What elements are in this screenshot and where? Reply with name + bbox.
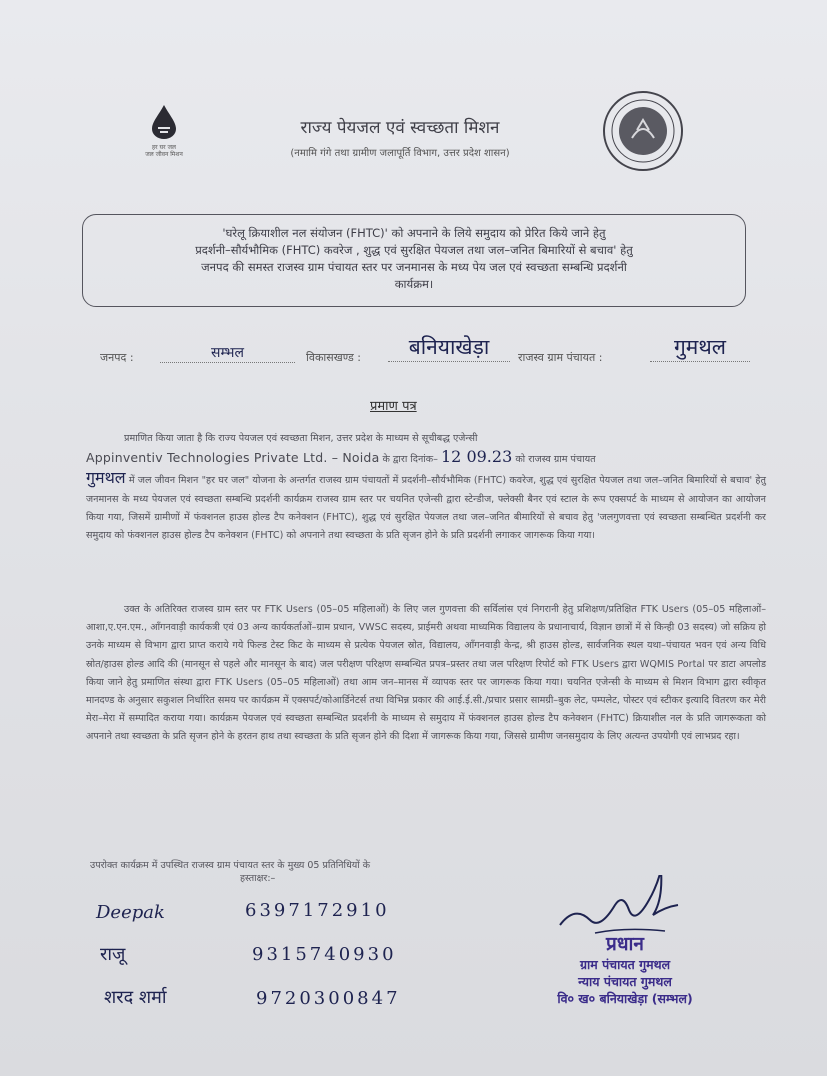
witness-intro bbox=[90, 858, 370, 884]
block-value: बनियाखेड़ा bbox=[388, 333, 510, 362]
har-ghar-jal-logo bbox=[138, 104, 190, 174]
department-subtitle: (नमामि गंगे तथा ग्रामीण जलापूर्ति विभाग, उत्तर प्रदेश शासन) bbox=[290, 148, 510, 159]
witness-name: Deepak bbox=[96, 902, 165, 923]
subject-box bbox=[82, 214, 746, 307]
panchayat-handwritten: गुमथल bbox=[86, 468, 126, 488]
pradhan-stamp bbox=[520, 930, 730, 1007]
stamp-title: प्रधान bbox=[606, 933, 644, 955]
witness-intro-line-2: हस्ताक्षर:– bbox=[240, 873, 276, 884]
stamp-line-2: न्याय पंचायत गुमथल bbox=[578, 974, 672, 989]
subject-line-1: 'घरेलू क्रियाशील नल संयोजन (FHTC)' को अपनाने के लिये समुदाय को प्रेरित किये जाने हेतु bbox=[222, 226, 606, 240]
witness-name: राजू bbox=[100, 944, 126, 965]
subject-line-2: प्रदर्शनी–सौर्यभौमिक (FHTC) कवरेज , शुद्ध एवं सुरक्षित पेयजल तथा जल–जनित बिमारियों से बचाव' हेतु bbox=[195, 243, 633, 257]
paragraph-2: उक्त के अतिरिक्त राजस्व ग्राम स्तर पर FTK Users (05–05 महिलाओं) के लिए जल गुणवत्ता की सर्विलांस एवं निगरानी हेतु प्रशिक्षण/प्रतिक्षित FTK Users (05–05 महिलाओं–आशा,ए.एन.एम., आँगनवाड़ी कार्यकत्री एवं 03 अन्य कार्यकर्ताओं–ग्राम प्रधान, VWSC सदस्य, प्राईमरी अथवा माध्यमिक विद्यालय के प्रधानाचार्य, विज्ञान छात्रों में से किन्ही 03 सदस्य) जो सक्रिय हो उनके माध्यम से विभाग द्वारा प्राप्त कराये गये फिल्ड टेस्ट किट के माध्यम से प्रत्येक पेयजल स्रोत, विद्यालय, आँगनवाड़ी केन्द्र, श्री हाउस होल्ड, सार्वजनिक स्थल यथा–पंचायत भवन एवं अन्य विधि स्रोत/हाउस होल्ड आदि की (मानसून से पहले और मानसून के बाद) जल परीक्षण परिक्षण सम्बन्धित प्रपत्र–प्रस्तर तथा जल परिक्षण रिपोर्ट को FTK Users द्वारा WQMIS Portal पर डाटा अपलोड किया जाने हेतु प्रमाणित संस्था द्वारा FTK Users (05–05 महिलाओं) तथा आम जन–मानस में व्यापक स्तर पर जागरूक किया गया। चयनित एजेन्सी के माध्यम से मिशन विभाग द्वारा स्वीकृत मानदण्ड के अनुसार सकुशल निर्धारित समय पर कार्यक्रम में एक्सपर्ट/कोआर्डिनेटर्स तथा विभिन्न प्रकार की आई.ई.सी./प्रचार प्रसार सामग्री–बुक लेट, पम्पलेट, पोस्टर एवं स्टीकर इत्यादि वितरण कर मेरी मेरा–मेरा में सम्पादित कराया गया। कार्यक्रम पेयजल एवं स्वच्छता सम्बन्धित प्रदर्शनी के माध्यम से समुदाय में फंक्शनल हाउस होल्ड टैप कनेक्शन (FHTC) क्रियाशील नल के प्रति जागरूकता को अपनाने तथा स्वच्छता के प्रति सृजन होने के हरतन हाथ तथा स्वच्छता के प्रति सृजन होने की दिशा में जागरूक किया गया, जिससे ग्रामीण जनसमुदाय के लिए अत्यन्त उपयोगी एवं लाभप्रद रहा। bbox=[86, 604, 766, 743]
water-drop-icon bbox=[148, 104, 180, 140]
seal-emblem-icon bbox=[602, 90, 684, 172]
event-date: 12 09.23 bbox=[441, 447, 513, 467]
district-value: सम्भल bbox=[160, 343, 295, 363]
paragraph-1-agency-line bbox=[86, 448, 766, 469]
paragraph-1-intro: प्रमाणित किया जाता है कि राज्य पेयजल एवं स्वच्छता मिशन, उत्तर प्रदेश के माध्यम से सूचीबद्ध एजेन्सी bbox=[124, 433, 478, 444]
panchayat-label-inline: को राजस्व ग्राम पंचायत bbox=[515, 454, 596, 466]
subject-line-3: जनपद की समस्त राजस्व ग्राम पंचायत स्तर पर जनमानस के मध्य पेय जल एवं स्वच्छता सम्बन्धि प्रदर्शनी bbox=[201, 260, 627, 274]
certificate-title: प्रमाण पत्र bbox=[370, 399, 417, 414]
block-label: विकासखण्ड : bbox=[306, 351, 362, 364]
paragraph-1-body: में जल जीवन मिशन "हर घर जल" योजना के अन्तर्गत राजस्व ग्राम पंचायतों में प्रदर्शनी–सौर्यभौमिक (FHTC) कवरेज, शुद्ध एवं सुरक्षित पेयजल तथा जल–जनित बिमारियों से बचाव' हेतु जनमानस के मध्य पेयजल एवं स्वच्छता सम्बन्धि प्रदर्शनी कार्यक्रम राजस्व ग्राम स्तर पर चयनित एजेन्सी द्वारा स्टेन्डीज, फ्लेक्सी बैनर एवं स्टाल के रूप एक्सपर्ट के माध्यम से आयोजन का आयोजन किया गया, जिसमें ग्रामीणों में फंक्शनल हाउस होल्ड टैप कनेक्शन (FHTC), शुद्ध एवं सुरक्षित पेयजल तथा जल–जनित बीमारियों से बचाव हेतु 'जलगुणवत्ता एवं स्वच्छता सम्बन्धित प्रदर्शनी कर समुदाय को फंक्शनल हाउस होल्ड टैप कनेक्शन (FHTC) को अपनाने तथा स्वच्छता के प्रति सृजन होने के प्रति प्रदर्शनी लगाकर जागरूक किया गया। bbox=[86, 475, 766, 542]
witness-intro-line-1: उपरोक्त कार्यक्रम में उपस्थित राजस्व ग्राम पंचायत स्तर के मुख्य 05 प्रतिनिधियों के bbox=[90, 860, 371, 871]
up-government-seal bbox=[602, 90, 684, 172]
agency-name: Appinventiv Technologies Private Ltd. – Noida bbox=[86, 450, 380, 466]
date-label: के द्वारा दिनांक– bbox=[382, 454, 438, 466]
witness-phone: 6397172910 bbox=[245, 900, 390, 921]
district-label: जनपद : bbox=[100, 351, 134, 364]
subject-line-4: कार्यक्रम। bbox=[394, 277, 434, 291]
panchayat-label: राजस्व ग्राम पंचायत : bbox=[518, 351, 603, 364]
logo-caption: हर घर जल जल जीवन मिशन bbox=[145, 144, 183, 158]
witness-name: शरद शर्मा bbox=[104, 987, 167, 1008]
witness-phone: 9315740930 bbox=[252, 944, 397, 965]
witness-phone: 9720300847 bbox=[256, 988, 401, 1009]
mission-title: राज्य पेयजल एवं स्वच्छता मिशन bbox=[300, 118, 500, 138]
paragraph-1 bbox=[86, 430, 766, 545]
panchayat-value: गुमथल bbox=[650, 333, 750, 362]
stamp-line-1: ग्राम पंचायत गुमथल bbox=[579, 957, 671, 972]
stamp-line-3: वि० ख० बनियाखेड़ा (सम्भल) bbox=[557, 991, 693, 1006]
